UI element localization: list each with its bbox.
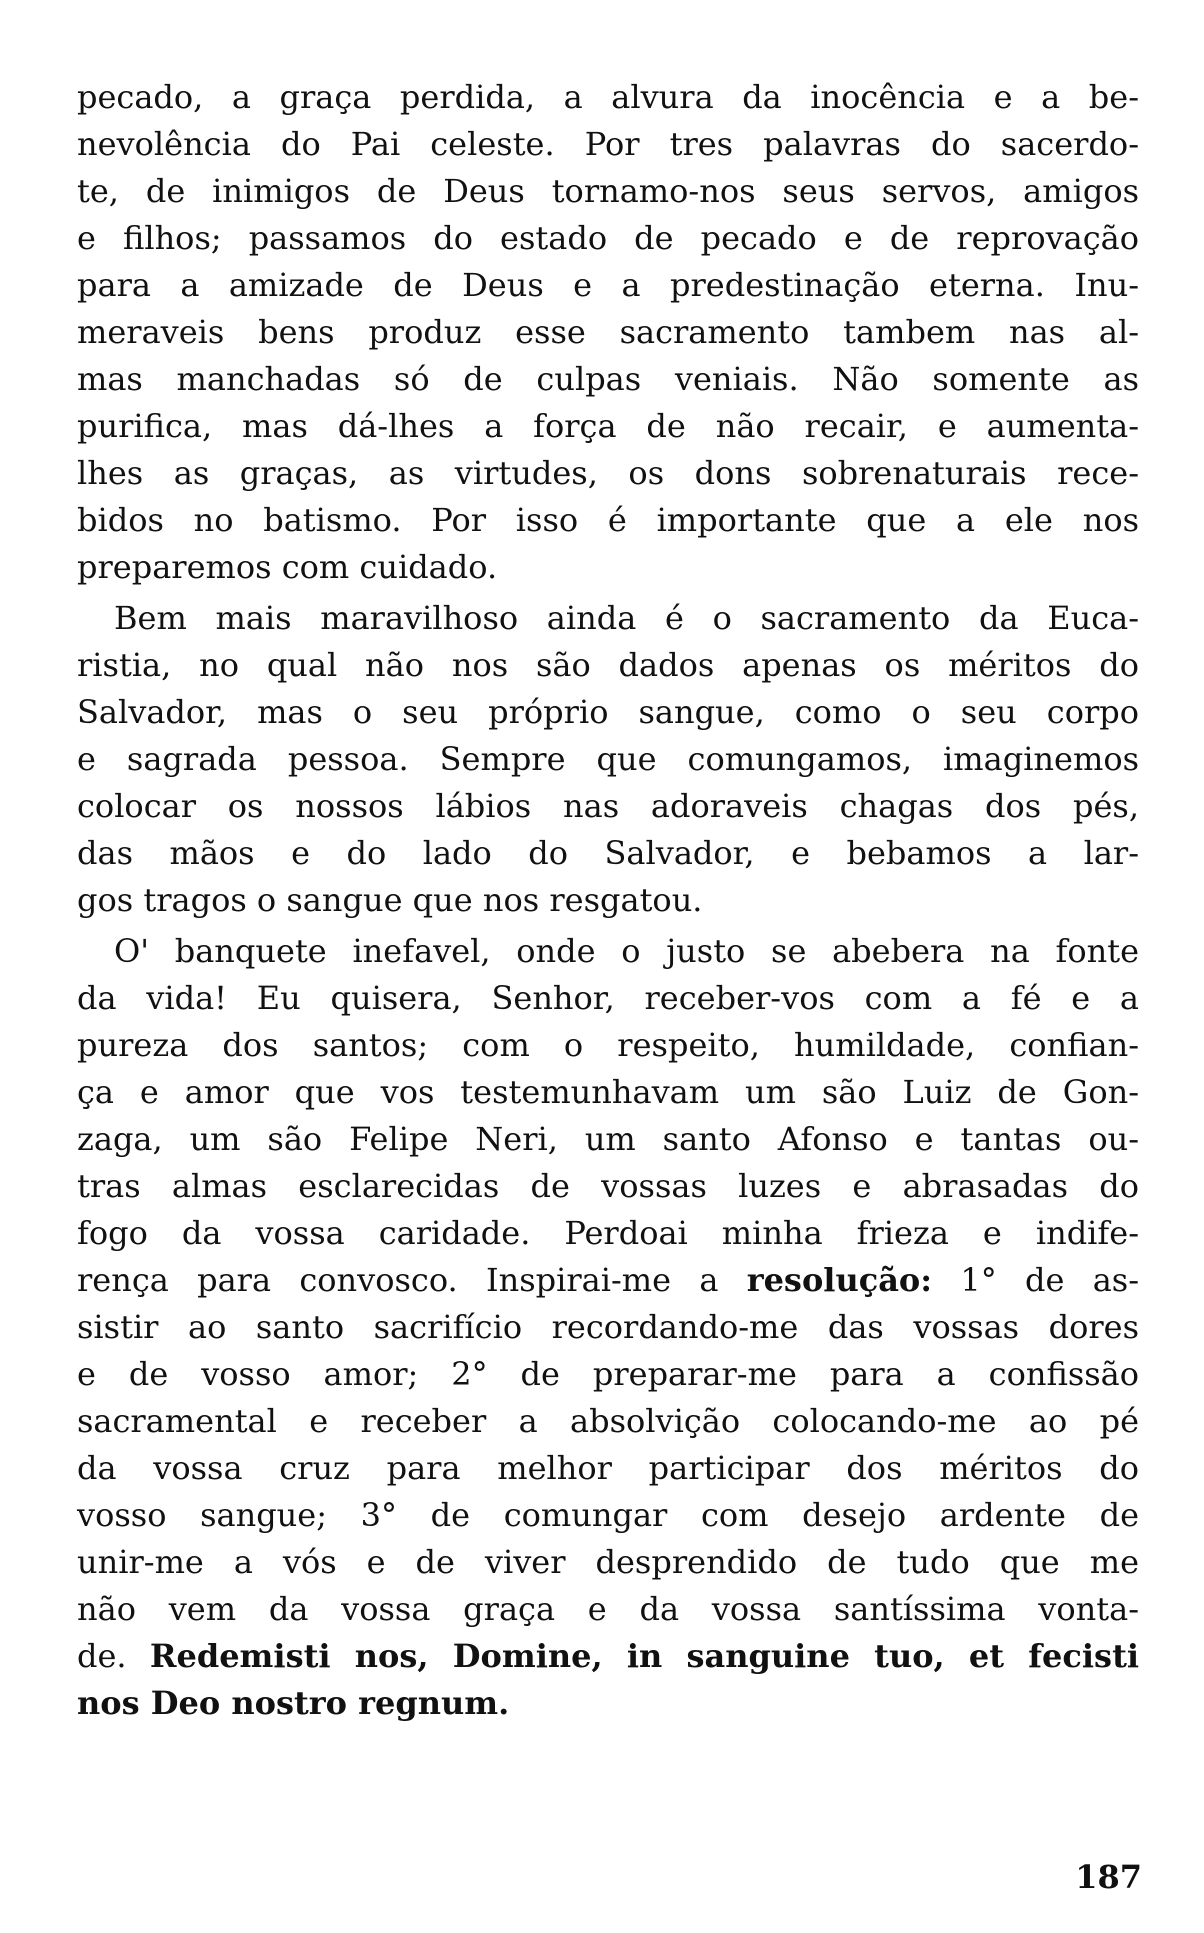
text-line: pecado, a graça perdida, a alvura da inocência e a be- (77, 78, 1139, 116)
paragraph-2 (77, 595, 1139, 924)
text-line: sistir ao santo sacrifício recordando-me das vossas dores (77, 1308, 1139, 1346)
text-line: fogo da vossa caridade. Perdoai minha frieza e indife- (77, 1214, 1139, 1252)
text-line: tras almas esclarecidas de vossas luzes e abrasadas do (77, 1167, 1139, 1205)
text-line: e de vosso amor; 2° de preparar-me para a confissão (77, 1355, 1139, 1393)
text-line: zaga, um são Felipe Neri, um santo Afonso e tantas ou- (77, 1120, 1139, 1158)
text-line: sacramental e receber a absolvição colocando-me ao pé (77, 1402, 1139, 1440)
text-line: gos tragos o sangue que nos resgatou. (77, 881, 703, 919)
text-line: da vida! Eu quisera, Senhor, receber-vos com a fé e a (77, 979, 1139, 1017)
text-line: não vem da vossa graça e da vossa santíssima vonta- (77, 1590, 1139, 1628)
text-line: e filhos; passamos do estado de pecado e de reprovação (77, 219, 1139, 257)
text-line: e sagrada pessoa. Sempre que comungamos, imaginemos (77, 740, 1139, 778)
paragraph-3 (77, 928, 1139, 1727)
text-line: te, de inimigos de Deus tornamo-nos seus servos, amigos (77, 172, 1139, 210)
text-line: unir-me a vós e de viver desprendido de tudo que me (77, 1543, 1139, 1581)
text-line: Salvador, mas o seu próprio sangue, como o seu corpo (77, 693, 1139, 731)
text-line: das mãos e do lado do Salvador, e bebamos a lar- (77, 834, 1139, 872)
text-line: bidos no batismo. Por isso é importante que a ele nos (77, 501, 1139, 539)
text-line: nevolência do Pai celeste. Por tres palavras do sacerdo- (77, 125, 1139, 163)
text-segment: 1° de as- (932, 1261, 1140, 1299)
text-line: preparemos com cuidado. (77, 548, 498, 586)
text-line: ristia, no qual não nos são dados apenas os méritos do (77, 646, 1139, 684)
paragraph-1 (77, 74, 1139, 591)
text-line-resolution (77, 1257, 1139, 1304)
resolution-word: resolução: (746, 1261, 933, 1299)
page-number: 187 (1075, 1858, 1142, 1896)
text-line: vosso sangue; 3° de comungar com desejo ardente de (77, 1496, 1139, 1534)
text-segment: rença para convosco. Inspirai-me a (77, 1261, 747, 1299)
text-line: purifica, mas dá-lhes a força de não recair, e aumenta- (77, 407, 1139, 445)
text-line: pureza dos santos; com o respeito, humildade, confian- (77, 1026, 1139, 1064)
text-line: Bem mais maravilhoso ainda é o sacramento da Euca- (114, 599, 1139, 637)
text-line: para a amizade de Deus e a predestinação eterna. Inu- (77, 266, 1139, 304)
text-line: colocar os nossos lábios nas adoraveis chagas dos pés, (77, 787, 1139, 825)
text-line: lhes as graças, as virtudes, os dons sobrenaturais rece- (77, 454, 1139, 492)
text-segment: de. (77, 1637, 150, 1675)
text-line: O' banquete inefavel, onde o justo se abebera na fonte (114, 932, 1139, 970)
text-line: da vossa cruz para melhor participar dos méritos do (77, 1449, 1139, 1487)
text-line: mas manchadas só de culpas veniais. Não somente as (77, 360, 1139, 398)
text-line: ça e amor que vos testemunhavam um são Luiz de Gon- (77, 1073, 1139, 1111)
latin-quote-end: nos Deo nostro regnum. (77, 1684, 510, 1722)
latin-quote: Redemisti nos, Domine, in sanguine tuo, et fecisti (149, 1637, 1140, 1675)
book-page (77, 74, 1139, 1727)
text-line-latin-start (77, 1633, 1139, 1680)
text-line: meraveis bens produz esse sacramento tambem nas al- (77, 313, 1139, 351)
